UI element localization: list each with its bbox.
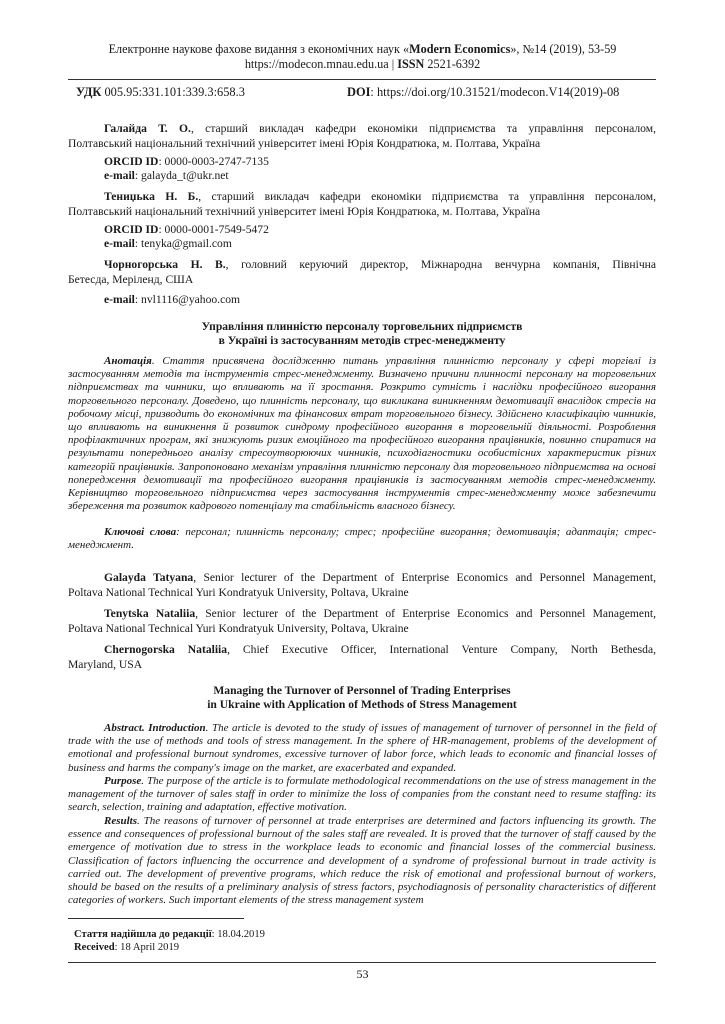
author-name: Tenytska Nataliia bbox=[104, 607, 196, 620]
udk-label: УДК bbox=[76, 85, 102, 99]
header-divider bbox=[68, 79, 656, 80]
abstract-en-purpose bbox=[68, 775, 656, 815]
journal-url[interactable]: https://modecon.mnau.edu.ua bbox=[244, 57, 389, 71]
email-label: e-mail bbox=[104, 237, 135, 250]
orcid-value[interactable]: : 0000-0003-2747-7135 bbox=[158, 155, 269, 168]
orcid-label: ORCID ID bbox=[104, 223, 159, 236]
doi-label: DOI bbox=[347, 85, 371, 99]
footnote-divider bbox=[68, 918, 244, 919]
footer-divider bbox=[68, 962, 656, 963]
author-name: Галайда Т. О. bbox=[104, 122, 191, 135]
author-affiliation-cont: Poltava National Technical Yuri Kondratyuk University, Poltava, Ukraine bbox=[68, 586, 409, 599]
abstract-en-results bbox=[68, 815, 656, 907]
email-line-1 bbox=[104, 168, 229, 183]
keywords-ua bbox=[68, 526, 656, 552]
author-name: Chernogorska Nataliia bbox=[104, 643, 228, 656]
udk-value: 005.95:331.101:339.3:658.3 bbox=[101, 85, 245, 99]
orcid-label: ORCID ID bbox=[104, 155, 159, 168]
email-label: e-mail bbox=[104, 169, 135, 182]
email-value[interactable]: : nvl1116@yahoo.com bbox=[134, 293, 241, 306]
author-name: Тениџька Н. Б. bbox=[104, 190, 199, 203]
author-affiliation: , Chief Executive Officer, International Venture Company, North Bethesda, bbox=[227, 643, 656, 656]
received-ua-label: Стаття надійшла до редакції bbox=[74, 929, 212, 940]
abstract-ua bbox=[68, 355, 656, 513]
doi-line bbox=[347, 85, 619, 100]
issn-value: 2521-6392 bbox=[424, 57, 481, 71]
author-en-2 bbox=[68, 606, 656, 636]
purpose-label: Purpose bbox=[104, 775, 142, 787]
received-en-value: : 18 April 2019 bbox=[114, 942, 180, 953]
page-number: 53 bbox=[356, 967, 369, 981]
udk-line bbox=[76, 85, 245, 100]
author-affiliation-cont: Maryland, USA bbox=[68, 658, 143, 671]
author-affiliation-cont: Poltava National Technical Yuri Kondratyuk University, Poltava, Ukraine bbox=[68, 622, 409, 635]
email-line-2 bbox=[104, 236, 232, 251]
received-ua bbox=[74, 928, 265, 941]
abstract-en-intro bbox=[68, 722, 656, 775]
journal-url-line bbox=[40, 57, 685, 72]
article-title-en bbox=[68, 684, 656, 712]
title-line: в Україні із застосуванням методів стрес-менеджменту bbox=[218, 334, 506, 347]
results-text: . The reasons of turnover of personnel at trade enterprises are determined and factors influencing its growth. The essence and consequences of professional burnout of the sales staff are revealed. It is proved that the turnover of staff caused by the emergence of motivation due to stress in the workplace leads to economic and financial losses of the commercial business. Classification of factors influencing the occurrence and development of a syndrome of professional burnout in trade activity is carried out. The development of preventive programs, which reduce the risk of emotional and professional burnout of workers, should be based on the results of a preliminary analysis of stress factors, psychodiagnosis of personality characteristics of different categories of workers. Such important elements of the stress management system bbox=[68, 815, 656, 907]
author-affiliation: , Senior lecturer of the Department of Enterprise Economics and Personnel Management, bbox=[195, 607, 656, 620]
keywords-text: : персонал; плинність персоналу; стрес; професійне вигорання; демотивація; адаптація; стрес-менеджмент. bbox=[68, 526, 656, 552]
doi-value[interactable]: : https://doi.org/10.31521/modecon.V14(2019)-08 bbox=[370, 85, 620, 99]
title-line: Управління плинністю персоналу торговельних підприємств bbox=[201, 320, 523, 333]
abstract-label: Анотація bbox=[104, 355, 152, 367]
author-en-3 bbox=[68, 642, 656, 672]
orcid-line-1 bbox=[104, 154, 269, 169]
received-ua-value: : 18.04.2019 bbox=[211, 929, 265, 940]
abstract-label: Abstract. Introduction bbox=[104, 722, 206, 734]
journal-name: Modern Economics bbox=[409, 42, 511, 56]
author-name: Чорногорська Н. В. bbox=[104, 258, 226, 271]
author-affiliation-cont: Полтавський національний технічний університет імені Юрія Кондратюка, м. Полтава, Україна bbox=[68, 205, 541, 218]
orcid-value[interactable]: : 0000-0001-7549-5472 bbox=[158, 223, 269, 236]
journal-line bbox=[40, 42, 685, 57]
abstract-text: . Стаття присвячена дослідженню питань управління плинністю персоналу у сфері торгівлі із застосуванням методів та інструментів стрес-менеджменту. Визначено причини плинності персоналу на торговельних підприємствах та чинники, що впливають на її зростання. Розкрито сутність і наслідки професійного вигорання торговельного персоналу. Доведено, що плинність персоналу, що викликана виникненням демотивації внаслідок стресів на робочому місці, призводить до економічних та фінансових втрат торговельного бізнесу. Здійснено класифікацію чинників, що впливають на виникнення й розвиток синдрому професійного вигорання в торговельній діяльності. Розроблення профілактичних програм, які знижують ризик емоційного та професійного вигорання працівників, повинно спиратися на результати попереднього аналізу стресоутворюючих чинників, психодіагностики особистісних характеристик різних категорій працівників. Запропоновано механізм управління плинністю персоналу для торговельного підприємства на основі попередження демотивації та професійного вигорання працівників із застосуванням методів стрес-менеджменту. Керівництво торговельного підприємства через застосування інструментів стрес-менеджменту може забезпечити збереження та розвиток кадрового потенціалу та стабільність власного бізнесу. bbox=[68, 355, 656, 513]
author-ua-3 bbox=[68, 257, 656, 287]
author-name: Galayda Tatyana bbox=[104, 571, 194, 584]
results-label: Results bbox=[104, 815, 138, 827]
keywords-label: Ключові слова bbox=[104, 526, 177, 538]
article-title-ua bbox=[68, 320, 656, 348]
journal-header bbox=[40, 42, 685, 72]
author-ua-2 bbox=[68, 189, 656, 219]
email-label: e-mail bbox=[104, 293, 135, 306]
author-affiliation: , головний керуючий директор, Міжнародна венчурна компанія, Північна bbox=[225, 258, 656, 271]
purpose-text: . The purpose of the article is to formulate methodological recommendations on the use of stress management in the management of the turnover of sales staff in order to minimize the loss of companies from the constant need to resume staffing: its search, selection, training and adaptation, effective motivation. bbox=[68, 775, 656, 814]
received-en bbox=[74, 941, 179, 954]
orcid-line-2 bbox=[104, 222, 269, 237]
email-value[interactable]: : tenyka@gmail.com bbox=[134, 237, 232, 250]
author-affiliation: , старший викладач кафедри економіки підприємства та управління персоналом, bbox=[198, 190, 656, 203]
author-affiliation-cont: Полтавський національний технічний університет імені Юрія Кондратюка, м. Полтава, Україна bbox=[68, 137, 541, 150]
author-ua-1 bbox=[68, 121, 656, 151]
author-affiliation-cont: Бетесда, Меріленд, США bbox=[68, 273, 194, 286]
email-value[interactable]: : galayda_t@ukr.net bbox=[134, 169, 229, 182]
email-line-3 bbox=[104, 292, 240, 307]
author-en-1 bbox=[68, 570, 656, 600]
author-affiliation: , Senior lecturer of the Department of Enterprise Economics and Personnel Management, bbox=[193, 571, 656, 584]
issn-label: ISSN bbox=[397, 57, 425, 71]
received-en-label: Received bbox=[74, 942, 115, 953]
separator: | bbox=[388, 57, 398, 71]
journal-prefix: Електронне наукове фахове видання з економічних наук « bbox=[108, 42, 410, 56]
title-line: in Ukraine with Application of Methods of Stress Management bbox=[207, 698, 517, 711]
journal-issue: », №14 (2019), 53-59 bbox=[510, 42, 617, 56]
abstract-text: . The article is devoted to the study of issues of management of turnover of personnel in the field of trade with the use of methods and tools of stress management. In the sphere of HR-management, problems of the development of emotional and professional burnout syndromes, excessive turnover of labor force, which leads to economic and financial losses of business and harms the company's image on the market, are exacerbated and expanded. bbox=[68, 722, 656, 774]
author-affiliation: , старший викладач кафедри економіки підприємства та управління персоналом, bbox=[190, 122, 656, 135]
title-line: Managing the Turnover of Personnel of Trading Enterprises bbox=[213, 684, 511, 697]
